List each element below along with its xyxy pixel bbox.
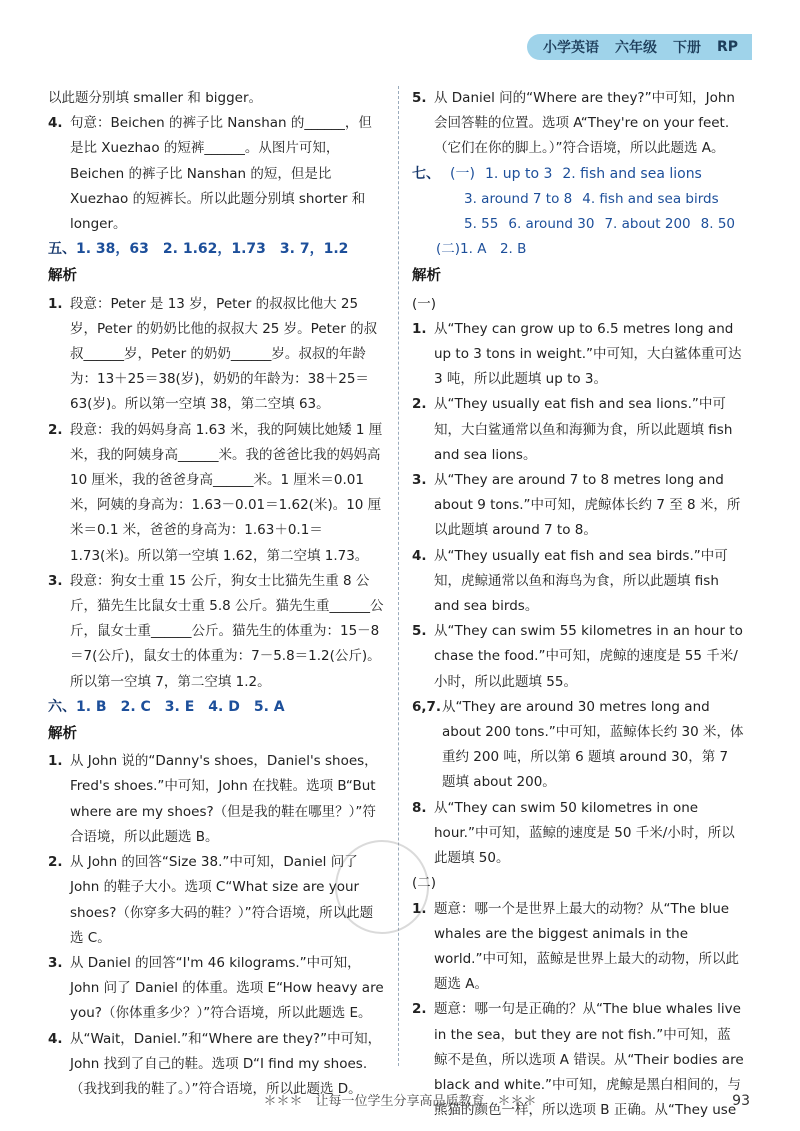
list-item: 2. 从 John 的回答“Size 38.”中可知，Daniel 问了 John 的鞋子大小。选项 C“What size are your shoes?（你穿多大码的鞋？）”符合语境，所以此题选 C。 (48, 854, 374, 946)
list-item: 6,7. 从“They are around 30 metres long and about 200 tons.”中可知，蓝鲸体长约 30 米，体重约 200 吨，所以第 6 题填 around 30，第 7 题填 about 200。 (412, 698, 744, 791)
list-item: 3. 从“They are around 7 to 8 metres long and about 9 tons.”中可知，虎鲸体长约 7 至 8 米，所以此题填 around 7 to 8。 (412, 472, 741, 539)
footer-slogan: ＊＊＊ 让每一位学生分享高品质教育 ＊＊＊ (263, 1094, 537, 1109)
header-volume: 下册 (672, 40, 701, 56)
list-item: 1. 从 John 说的“Danny's shoes，Daniel's shoes，Fred's shoes.”中可知，John 在找鞋。选项 B“But where are my shoes?（但是我的鞋在哪里？）”符合语境，所以此题选 B。 (48, 753, 378, 845)
list-item: 5. 从“They can swim 55 kilometres in an hour to chase the food.”中可知，虎鲸的速度是 55 千米/小时，所以此题填 55。 (412, 623, 743, 690)
list-item: 4. 句意：Beichen 的裤子比 Nanshan 的______，但是比 Xuezhao 的短裤______。从图片可知，Beichen 的裤子比 Nanshan 的短，但是比 Xuezhao 的短裤长。所以此题分别填 shorter 和 longer。 (48, 115, 372, 233)
section-7-answers-row: 3. around 7 to 8 4. fish and sea birds (464, 190, 719, 207)
header-edition: RP (716, 39, 738, 55)
section-7-answers-row: 5. 55 6. around 30 7. about 200 8. 50 (464, 216, 736, 233)
header-grade: 六年级 (614, 40, 657, 56)
list-item: 5. 从 Daniel 问的“Where are they?”中可知，John 会回答鞋的位置。选项 A“They're on your feet.（它们在你的脚上。）”符合语境，所以此题选 A。 (412, 90, 735, 157)
part-label: (二) (412, 875, 437, 892)
left-column (48, 86, 384, 1102)
list-item: 1. 题意：哪一个是世界上最大的动物？从“The blue whales are the biggest animals in the world.”中可知，蓝鲸是世界上最大的动物，所以此题选 A。 (412, 900, 739, 993)
list-item: 2. 从“They usually eat fish and sea lions.”中可知，大白鲨通常以鱼和海狮为食，所以此题填 fish and sea lions。 (412, 396, 733, 463)
analysis-label: 解析 (48, 268, 77, 285)
analysis-label: 解析 (48, 726, 77, 743)
list-item: 4. 从“Wait，Daniel.”和“Where are they?”中可知，John 找到了自己的鞋。选项 D“I find my shoes.（我找到我的鞋了。）”符合语境，所以此题选 D。 (48, 1030, 382, 1097)
section-7-answers: 七、 (一) 1. up to 3 2. fish and sea lions (412, 165, 702, 182)
section-5-answers: 五、1. 38，63 2. 1.62，1.73 3. 7，1.2 (48, 241, 349, 258)
list-item: 3. 从 Daniel 的回答“I'm 46 kilograms.”中可知，John 问了 Daniel 的体重。选项 E“How heavy are you?（你体重多少？）”符合语境，所以此题选 E。 (48, 954, 384, 1022)
part-label: (一) (412, 295, 437, 312)
right-column (412, 86, 744, 1123)
section-6-answers: 六、1. B 2. C 3. E 4. D 5. A (48, 698, 285, 715)
list-item: 1. 从“They can grow up to 6.5 metres long and up to 3 tons in weight.”中可知，大白鲨体重可达 3 吨，所以此题填 up to 3。 (412, 320, 742, 388)
list-item: 1. 段意：Peter 是 13 岁，Peter 的叔叔比他大 25 岁，Peter 的奶奶比他的叔叔大 25 岁。Peter 的叔叔______岁，Peter 的奶奶______岁。叔叔的年龄为：13＋25＝38(岁)，奶奶的年龄为：38＋25＝63(岁)。所以第一空填 38，第二空填 63。 (48, 295, 378, 413)
list-item: 2. 段意：我的妈妈身高 1.63 米，我的阿姨比她矮 1 厘米，我的阿姨身高______米。我的爸爸比我的妈妈高 10 厘米，我的爸爸身高______米。1 厘米＝0.01 米，阿姨的身高为：1.63－0.01＝1.62(米)。10 厘米＝0.1 米，爸爸的身高为：1.63＋0.1＝1.73(米)。所以第一空填 1.62，第二空填 1.73。 (48, 421, 383, 564)
page-number: 93 (732, 1093, 750, 1109)
list-item: 8. 从“They can swim 50 kilometres in one hour.”中可知，蓝鲸的速度是 50 千米/小时，所以此题填 50。 (412, 799, 735, 867)
list-item: 4. 从“They usually eat fish and sea birds.”中可知，虎鲸通常以鱼和海鸟为食，所以此题填 fish and sea birds。 (412, 547, 728, 615)
list-item: 3. 段意：狗女士重 15 公斤，狗女士比猫先生重 8 公斤，猫先生比鼠女士重 5.8 公斤。猫先生重______公斤，鼠女士重______公斤。猫先生的体重为：15－8＝7(公斤)，鼠女士的体重为：7－5.8＝1.2(公斤)。所以第一空填 7，第二空填 1.2。 (48, 572, 384, 690)
header-tag (527, 34, 752, 60)
header-subject: 小学英语 (542, 40, 599, 56)
intro-line: 以此题分别填 smaller 和 bigger。 (48, 90, 263, 106)
analysis-label: 解析 (412, 268, 441, 285)
column-divider (398, 86, 399, 1066)
list-item: 2. 题意：哪一句是正确的？从“The blue whales live in the sea，but they are not fish.”中可知，蓝鲸不是鱼，所以选项 A 错误。从“Their bodies are black and white.”中可知，虎鲸是黑白相间的，与熊猫的颜色一样，所以选项 B 正确。从“They use (412, 1001, 744, 1119)
section-7-answers-row: (二)1. A 2. B (436, 241, 527, 258)
